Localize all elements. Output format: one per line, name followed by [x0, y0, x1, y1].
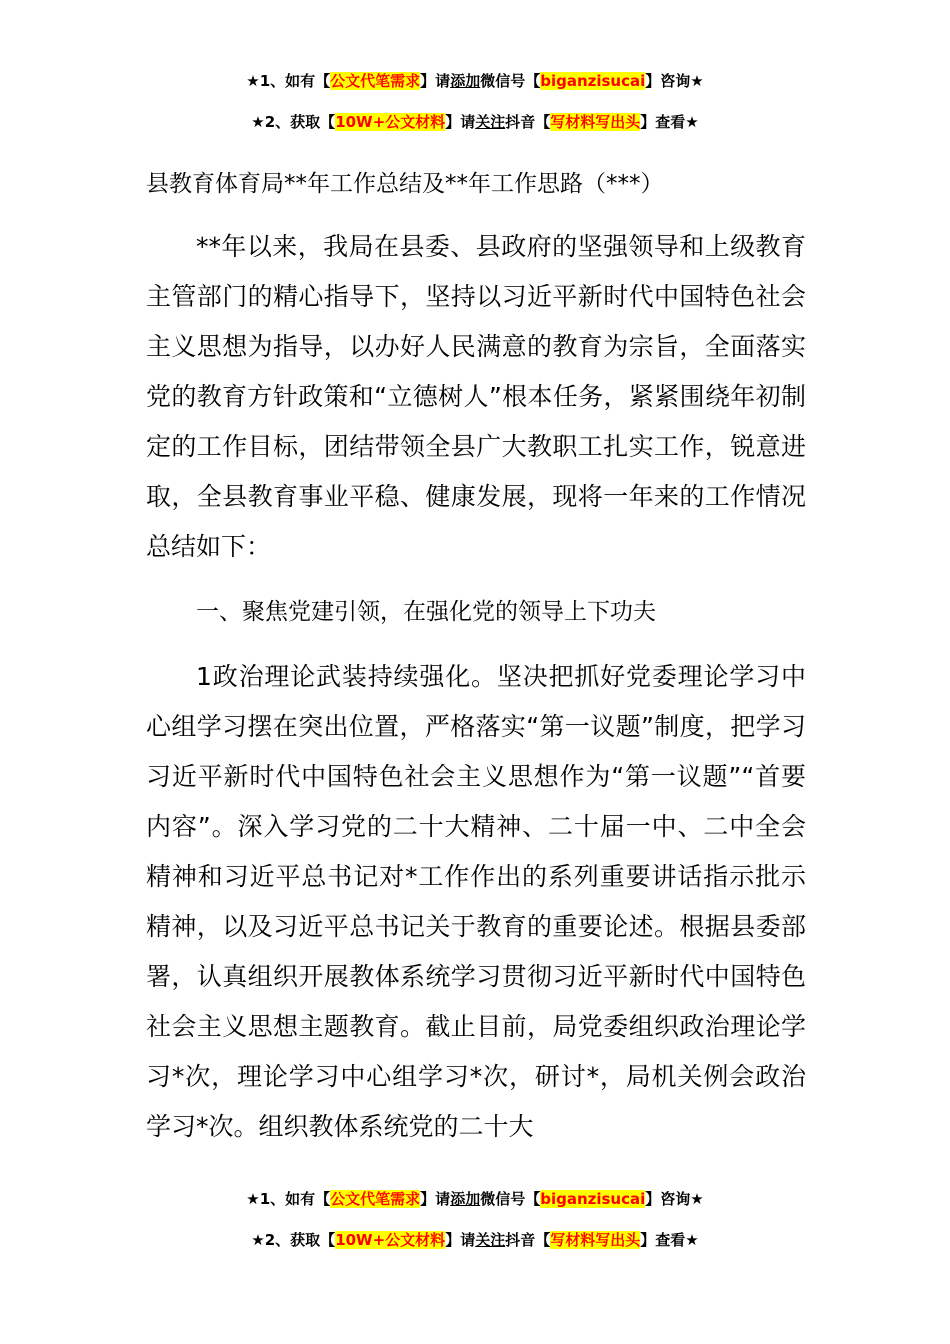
section-paragraph: 1政治理论武装持续强化。坚决把抓好党委理论学习中心组学习摆在突出位置，严格落实“第一议题”制度，把学习习近平新时代中国特色社会主义思想作为“第一议题”“首要内容”。深入学习党的二十大精神、二十届一中、二中全会精神和习近平总书记对*工作作出的系列重要讲话指示批示精神，以及习近平总书记关于教育的重要论述。根据县委部署，认真组织开展教体系统学习贯彻习近平新时代中国特色社会主义思想主题教育。截止目前，局党委组织政治理论学习*次，理论学习中心组学习*次，研讨*，局机关例会政治学习*次。组织教体系统党的二十大: [146, 662, 806, 1141]
banner-highlight: biganzisucai: [540, 1190, 646, 1208]
top-banner-line-2: [0, 110, 950, 134]
banner-highlight: 10W+公文材料: [335, 1231, 446, 1249]
banner-prefix: ★2、获取【: [251, 1231, 336, 1249]
banner-suffix: 】咨询★: [645, 72, 704, 90]
banner-text: 】请: [420, 72, 451, 90]
top-banner-line-1: [0, 69, 950, 93]
intro-paragraph: **年以来，我局在县委、县政府的坚强领导和上级教育主管部门的精心指导下，坚持以习近平新时代中国特色社会主义思想为指导，以办好人民满意的教育为宗旨，全面落实党的教育方针政策和“立德树人”根本任务，紧紧围绕年初制定的工作目标，团结带领全县广大教职工扎实工作，锐意进取，全县教育事业平稳、健康发展，现将一年来的工作情况总结如下：: [146, 232, 806, 561]
banner-text: 】请: [445, 1231, 476, 1249]
banner-underlined-text: 添加: [450, 1190, 481, 1208]
banner-prefix: ★1、如有【: [246, 72, 331, 90]
banner-highlight: 公文代笔需求: [330, 1190, 421, 1208]
banner-underlined-text: 关注: [475, 1231, 506, 1249]
banner-text: 抖音【: [505, 113, 551, 131]
banner-text: 】请: [420, 1190, 451, 1208]
banner-text: 】请: [445, 113, 476, 131]
banner-prefix: ★2、获取【: [251, 113, 336, 131]
banner-highlight: biganzisucai: [540, 72, 646, 90]
document-title: 县教育体育局**年工作总结及**年工作思路（***）: [146, 171, 664, 197]
banner-highlight: 公文代笔需求: [330, 72, 421, 90]
banner-suffix: 】查看★: [640, 113, 699, 131]
section-heading: 一、聚焦党建引领，在强化党的领导上下功夫: [196, 599, 656, 625]
banner-text: 微信号【: [480, 72, 541, 90]
banner-text: 微信号【: [480, 1190, 541, 1208]
banner-prefix: ★1、如有【: [246, 1190, 331, 1208]
banner-highlight: 写材料写出头: [550, 113, 641, 131]
bottom-banner-line-2: [0, 1228, 950, 1252]
banner-highlight: 写材料写出头: [550, 1231, 641, 1249]
banner-underlined-text: 关注: [475, 113, 506, 131]
banner-suffix: 】咨询★: [645, 1190, 704, 1208]
banner-underlined-text: 添加: [450, 72, 481, 90]
bottom-banner-line-1: [0, 1187, 950, 1211]
banner-text: 抖音【: [505, 1231, 551, 1249]
banner-suffix: 】查看★: [640, 1231, 699, 1249]
banner-highlight: 10W+公文材料: [335, 113, 446, 131]
